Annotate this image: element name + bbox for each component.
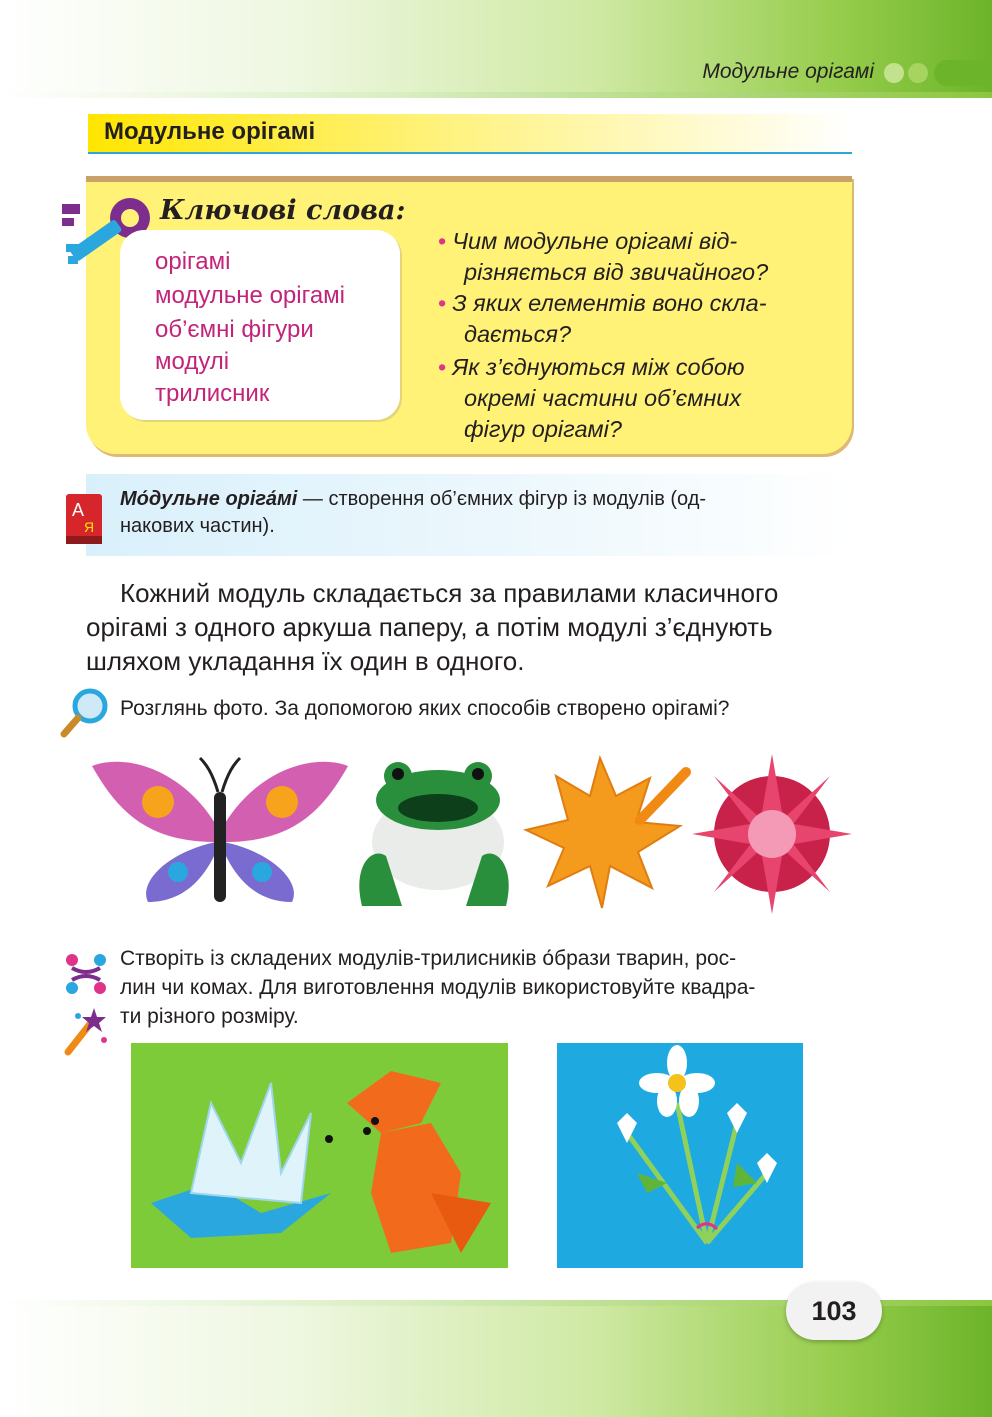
question-line: різняється від звичайного? (464, 259, 769, 285)
definition-text (120, 486, 850, 540)
question-3 (438, 352, 834, 445)
task-1-text: Розглянь фото. За допомогою яких способів створено орігамі? (120, 697, 730, 720)
task-2-line: ти різного розміру. (120, 1005, 299, 1028)
section-title: Модульне орігамі (104, 118, 316, 145)
body-line: Кожний модуль складається за правилами класичного (120, 578, 779, 608)
question-2 (438, 288, 834, 350)
definition-rest: — створення об’ємних фігур із модулів (од- (297, 488, 707, 510)
photo-lotus-and-fox (131, 1043, 508, 1268)
keyword-item: трилисник (155, 380, 270, 407)
bullet-icon: • (438, 290, 447, 316)
header-dot (908, 63, 928, 83)
question-line: фігур орігамі? (464, 416, 622, 442)
body-paragraph (86, 576, 852, 678)
svg-text:Я: Я (84, 519, 95, 535)
question-line: З яких елементів воно скла- (452, 290, 767, 316)
question-1 (438, 226, 834, 288)
header-pill (934, 60, 992, 86)
page-number: 103 (786, 1282, 882, 1340)
bullet-icon: • (438, 228, 447, 254)
header-dot (884, 63, 904, 83)
photo-maple-leaf (520, 748, 692, 918)
running-title: Модульне орігамі (702, 60, 874, 83)
question-line: Чим модульне орігамі від- (452, 228, 738, 254)
question-line: Як з’єднуються між собою (452, 354, 745, 380)
task-2-line: Створіть із складених модулів-трилисників о́брази тварин, рос- (120, 947, 737, 970)
header-line (0, 92, 992, 98)
body-line: орігамі з одного аркуша паперу, а потім модулі з’єднують (86, 612, 773, 642)
bullet-icon: • (438, 354, 447, 380)
definition-line2: накових частин). (120, 515, 275, 537)
keyword-item: орігамі (155, 248, 231, 275)
task-2-text (120, 944, 852, 1031)
magnifier-icon (58, 686, 112, 740)
keyword-item: об’ємні фігури (155, 316, 314, 343)
definition-term: Мо́дульне оріга́мі (120, 488, 298, 510)
dictionary-icon (62, 490, 108, 548)
keywords-title: Ключові слова: (160, 195, 406, 226)
magic-wand-icon (60, 1006, 108, 1058)
keyword-item: модульне орігамі (155, 282, 346, 309)
section-rule (88, 152, 852, 154)
photo-flower-bouquet (557, 1043, 803, 1268)
keyword-item: модулі (155, 348, 230, 375)
question-line: дається? (464, 321, 572, 347)
photo-butterfly (88, 752, 352, 912)
svg-text:А: А (72, 500, 85, 520)
question-line: окремі частини об’ємних (464, 385, 742, 411)
photo-frog (342, 756, 526, 910)
photo-kusudama-ball (690, 752, 854, 916)
body-line: шляхом укладання їх один в одного. (86, 646, 525, 676)
group-work-icon (60, 950, 112, 1000)
task-2-line: лин чи комах. Для виготовлення модулів використовуйте квадра- (120, 976, 756, 999)
